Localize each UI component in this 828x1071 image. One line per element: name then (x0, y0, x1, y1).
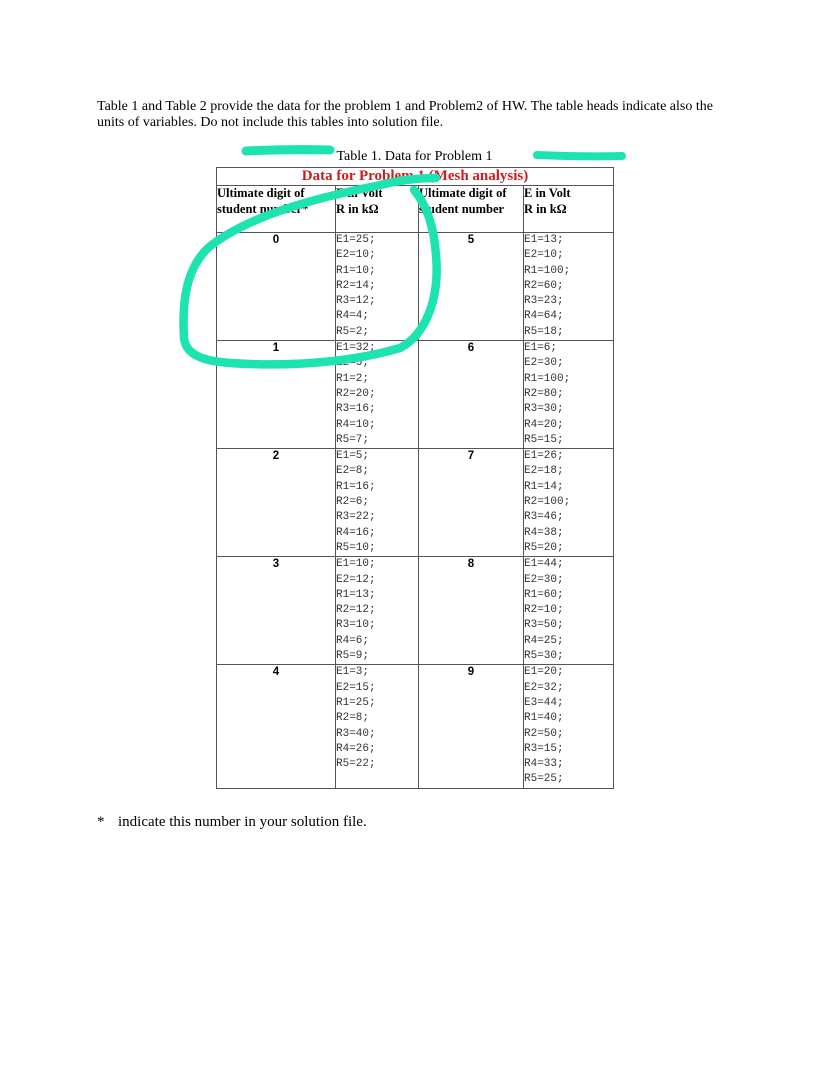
value-line: E2=30; (524, 573, 564, 586)
digit-cell-right: 6 (419, 341, 524, 449)
table-row (217, 233, 614, 341)
value-line: R5=18; (524, 325, 564, 338)
value-line: R3=10; (336, 619, 376, 632)
value-line: R4=26; (336, 742, 376, 755)
value-line: R1=13; (336, 588, 376, 601)
values-cell-left (336, 557, 419, 665)
value-line: R4=33; (524, 758, 564, 771)
table-body (217, 233, 614, 789)
value-line: R2=14; (336, 279, 376, 292)
value-line: R4=38; (524, 526, 564, 539)
value-line: E1=3; (336, 666, 370, 679)
header-units-right-kohm: R in kΩ (524, 201, 567, 216)
values-cell-left (336, 233, 419, 341)
digit-cell-left: 0 (217, 233, 336, 341)
digit-cell-right: 7 (419, 449, 524, 557)
value-line: E2=8; (336, 465, 370, 478)
value-line: R2=60; (524, 279, 564, 292)
value-line: R2=8; (336, 712, 370, 725)
value-line: R5=30; (524, 650, 564, 663)
footnote-text: indicate this number in your solution file. (118, 814, 367, 830)
value-line: R2=10; (524, 604, 564, 617)
value-line: R4=20; (524, 418, 564, 431)
value-line: E2=15; (336, 681, 376, 694)
digit-cell-right: 8 (419, 557, 524, 665)
digit-cell-left: 3 (217, 557, 336, 665)
value-line: R5=25; (524, 773, 564, 786)
values-cell-right (524, 665, 614, 788)
value-line: R5=10; (336, 541, 376, 554)
table-title: Data for Problem 1 (Mesh analysis) (217, 168, 614, 186)
footnote (97, 813, 367, 831)
value-line: R2=50; (524, 727, 564, 740)
table-row (217, 341, 614, 449)
digit-cell-right: 5 (419, 233, 524, 341)
value-line: R4=4; (336, 310, 370, 323)
intro-paragraph: Table 1 and Table 2 provide the data for the problem 1 and Problem2 of HW. The table heads indicate also the units of variables. Do not include this tables into solution file. (97, 99, 713, 130)
value-line: E1=20; (524, 666, 564, 679)
digit-cell-right: 9 (419, 665, 524, 788)
value-line: R5=7; (336, 433, 370, 446)
value-line: R3=23; (524, 295, 564, 308)
value-line: R5=20; (524, 541, 564, 554)
value-line: R4=64; (524, 310, 564, 323)
value-line: R1=2; (336, 372, 370, 385)
header-units-right-volt: E in Volt (524, 186, 571, 200)
header-units-right (524, 186, 614, 233)
value-line: R5=9; (336, 650, 370, 663)
table-row (217, 449, 614, 557)
value-line: E2=32; (524, 681, 564, 694)
value-line: R3=22; (336, 511, 376, 524)
value-line: E2=5; (336, 357, 370, 370)
table-title-row (217, 168, 614, 186)
value-line: R1=100; (524, 372, 571, 385)
value-line: R3=16; (336, 403, 376, 416)
value-line: E1=25; (336, 234, 376, 246)
value-line: E1=26; (524, 450, 564, 463)
values-cell-right (524, 341, 614, 449)
header-digit-left: Ultimate digit of student number* (217, 186, 336, 233)
header-digit-right: Ultimate digit of student number (419, 186, 524, 233)
header-units-left-volt: E in Volt (336, 186, 383, 200)
value-line: E1=32; (336, 342, 376, 355)
value-line: R2=12; (336, 604, 376, 617)
value-line: E1=13; (524, 234, 564, 246)
value-line: R4=16; (336, 526, 376, 539)
value-line: R2=100; (524, 496, 571, 509)
value-line: R1=14; (524, 480, 564, 493)
table-row (217, 665, 614, 788)
value-line: E1=44; (524, 558, 564, 571)
value-line: E2=12; (336, 573, 376, 586)
digit-cell-left: 2 (217, 449, 336, 557)
table-caption: Table 1. Data for Problem 1 (336, 149, 493, 164)
value-line: R2=80; (524, 387, 564, 400)
header-units-left-kohm: R in kΩ (336, 201, 379, 216)
value-line: R4=10; (336, 418, 376, 431)
values-cell-left (336, 449, 419, 557)
value-line: R4=25; (524, 634, 564, 647)
value-line: E3=44; (524, 696, 564, 709)
value-line: E2=10; (336, 249, 376, 262)
digit-cell-left: 1 (217, 341, 336, 449)
problem-data-table (216, 167, 614, 789)
values-cell-right (524, 557, 614, 665)
value-line: E1=10; (336, 558, 376, 571)
value-line: R1=40; (524, 712, 564, 725)
value-line: R3=15; (524, 742, 564, 755)
value-line: R3=50; (524, 619, 564, 632)
value-line: E2=30; (524, 357, 564, 370)
value-line: R3=12; (336, 295, 376, 308)
value-line: R3=30; (524, 403, 564, 416)
value-line: R1=60; (524, 588, 564, 601)
value-line: R1=10; (336, 264, 376, 277)
value-line: E1=6; (524, 342, 558, 355)
value-line: R1=100; (524, 264, 571, 277)
value-line: R4=6; (336, 634, 370, 647)
values-cell-right (524, 449, 614, 557)
values-cell-right (524, 233, 614, 341)
value-line: E1=5; (336, 450, 370, 463)
value-line: R2=20; (336, 387, 376, 400)
value-line: R2=6; (336, 496, 370, 509)
value-line: E2=10; (524, 249, 564, 262)
value-line: R5=2; (336, 325, 370, 338)
digit-cell-left: 4 (217, 665, 336, 788)
value-line: R3=46; (524, 511, 564, 524)
value-line: R5=15; (524, 433, 564, 446)
footnote-marker: * (97, 814, 105, 830)
value-line: R5=22; (336, 758, 376, 771)
table-header-row (217, 186, 614, 233)
table-row (217, 557, 614, 665)
value-line: R3=40; (336, 727, 376, 740)
value-line: R1=25; (336, 696, 376, 709)
values-cell-left (336, 665, 419, 788)
value-line: E2=18; (524, 465, 564, 478)
values-cell-left (336, 341, 419, 449)
header-units-left (336, 186, 419, 233)
value-line: R1=16; (336, 480, 376, 493)
